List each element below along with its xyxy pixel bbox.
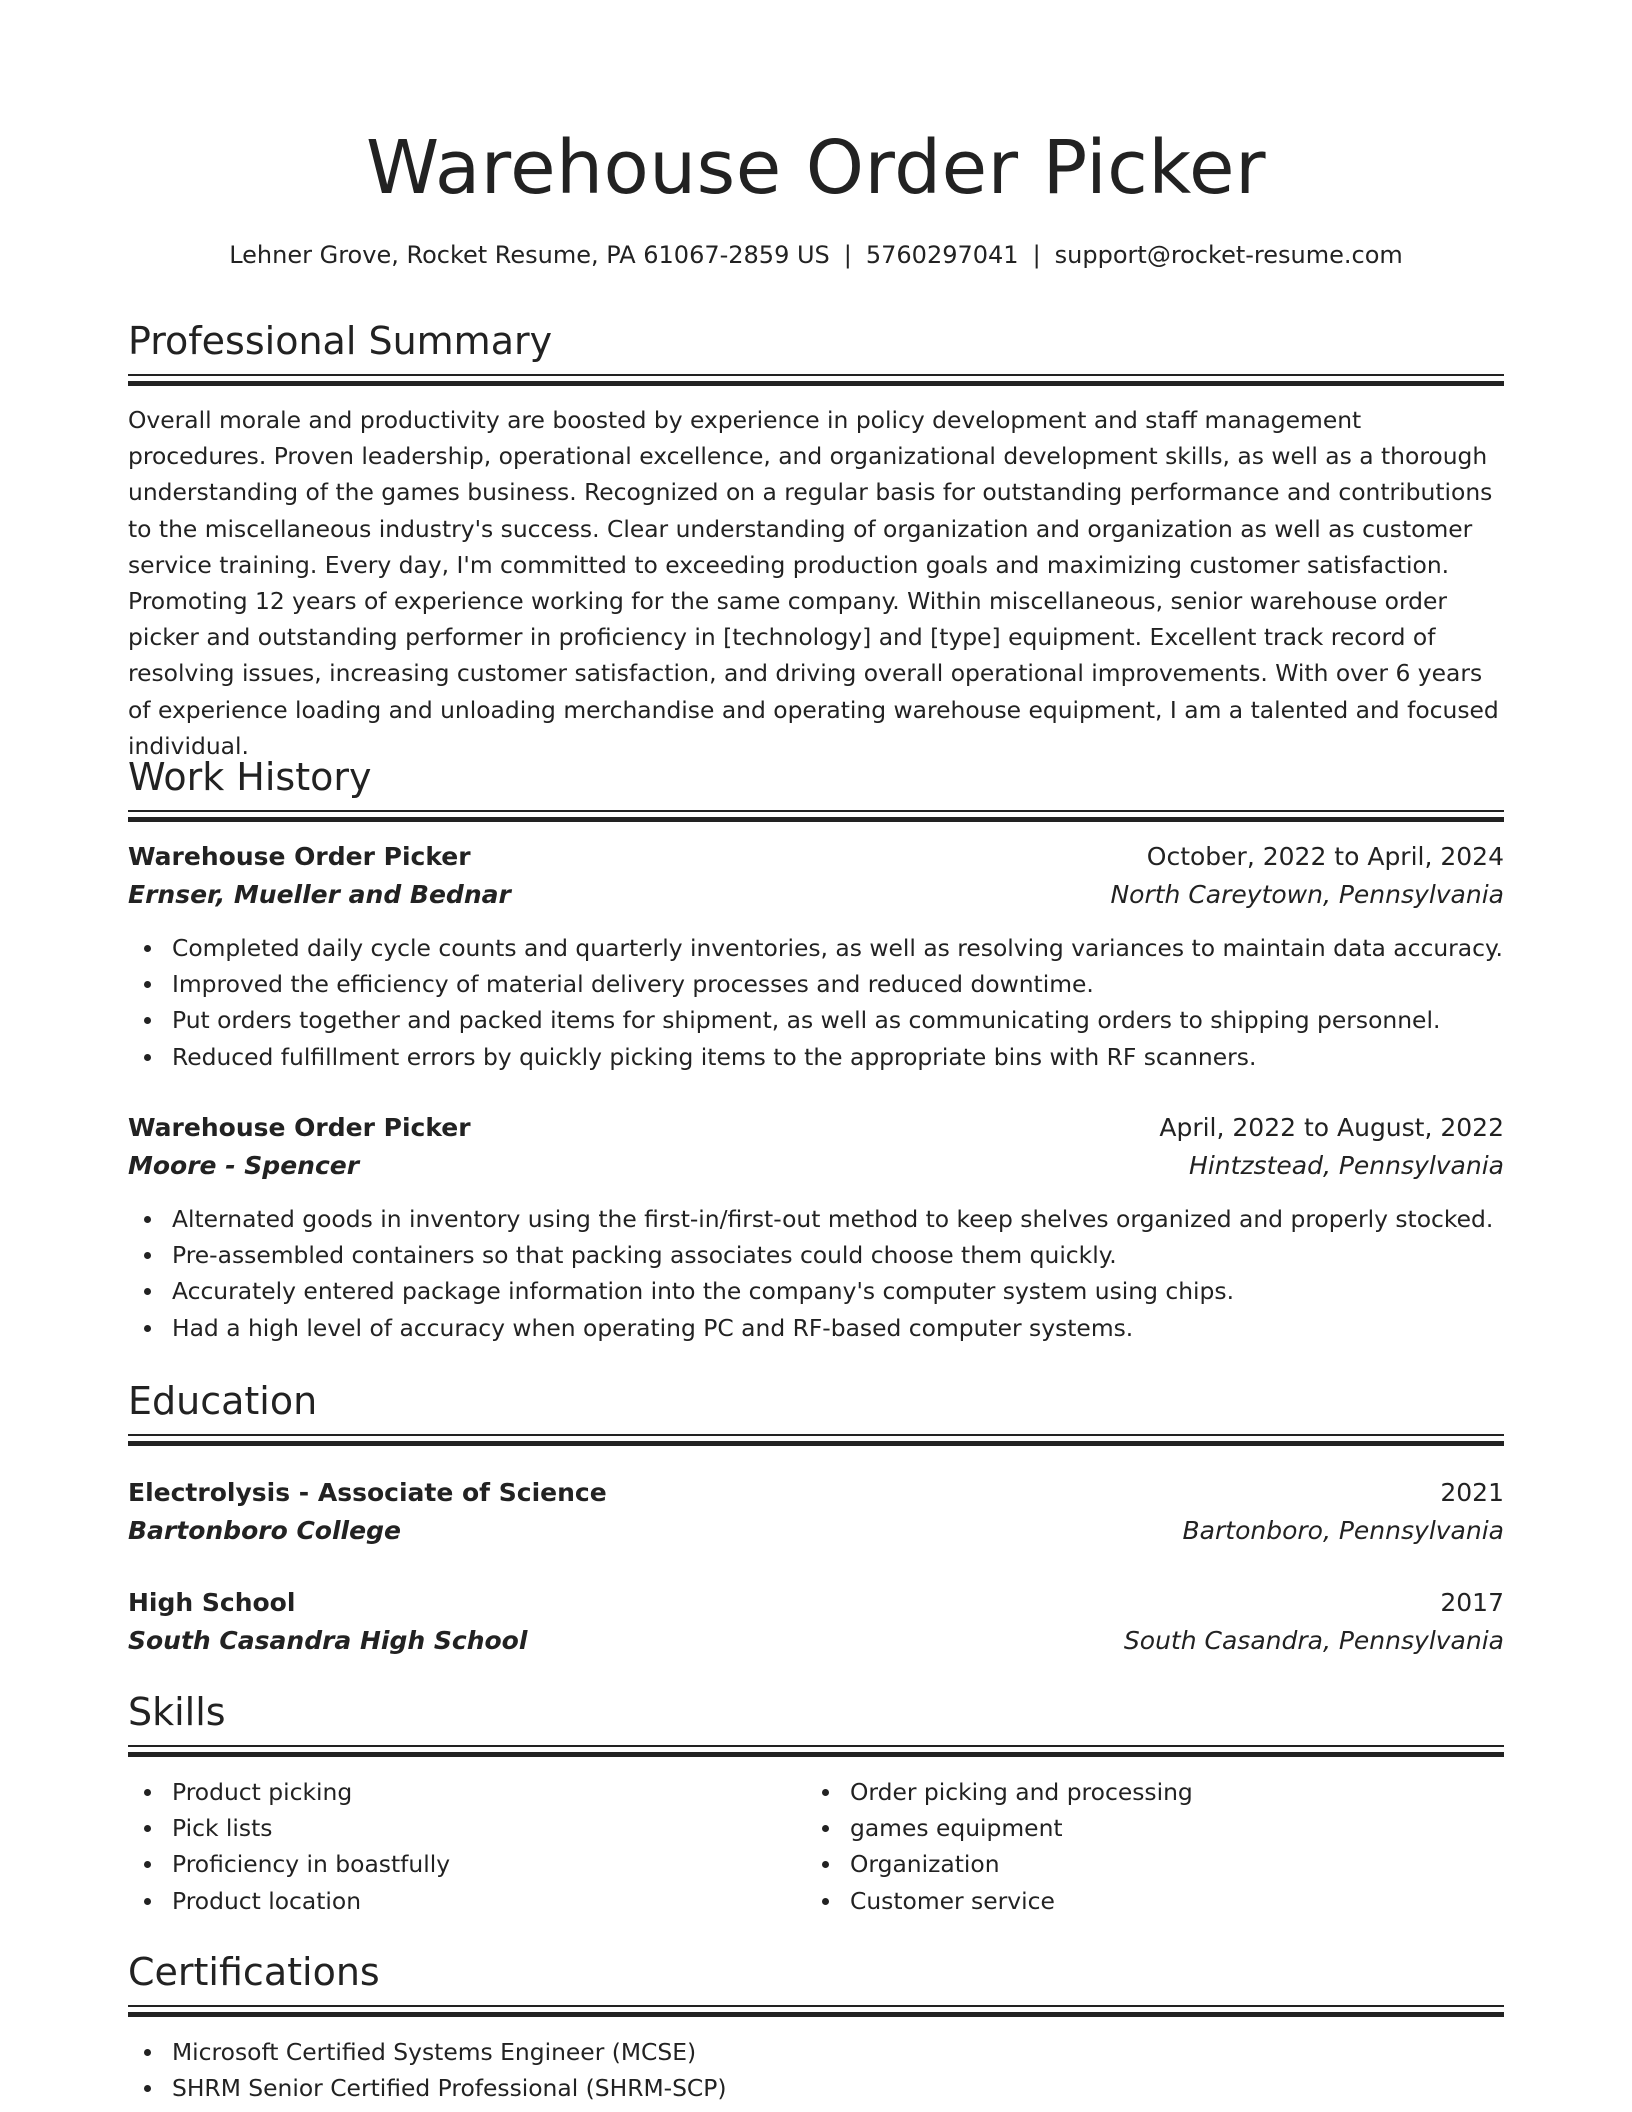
degree: High School [128,1588,296,1617]
job-company: Ernser, Mueller and Bednar [128,880,511,909]
contact-email[interactable]: support@rocket-resume.com [1054,241,1403,269]
section-rule-thin [128,2005,1504,2007]
contact-separator: | [1032,241,1041,269]
section-rule-thin [128,374,1504,376]
job-entry [128,1109,1504,1342]
list-item: Put orders together and packed items for shipment, as well as communicating orders to shipping personnel. [128,1002,1503,1038]
section-title-summary: Professional Summary [128,319,553,363]
contact-separator: | [843,241,852,269]
job-bullets [128,930,1503,1075]
section-rule-thin [128,1745,1504,1747]
school-name: South Casandra High School [128,1626,528,1655]
list-item: Product location [128,1883,450,1919]
contact-phone[interactable]: 5760297041 [865,241,1019,269]
job-title: Warehouse Order Picker [128,842,471,871]
degree: Electrolysis - Associate of Science [128,1478,607,1507]
list-item: Pre-assembled containers so that packing associates could choose them quickly. [128,1237,1493,1273]
list-item: Alternated goods in inventory using the first-in/first-out method to keep shelves organized and properly stocked. [128,1201,1493,1237]
list-item: Customer service [806,1883,1193,1919]
section-rule-thick [128,2012,1504,2017]
candidate-name: Warehouse Order Picker [365,125,1266,211]
section-title-education: Education [128,1379,318,1423]
section-rule-thick [128,1441,1504,1446]
education-year: 2021 [1440,1478,1504,1507]
section-title-skills: Skills [128,1690,226,1734]
job-entry [128,838,1504,1071]
section-rule-thick [128,381,1504,386]
contact-address: Lehner Grove, Rocket Resume, PA 61067-2859 US [229,241,830,269]
education-entry [128,1584,1504,1660]
section-title-work: Work History [128,755,372,799]
education-year: 2017 [1440,1588,1504,1617]
education-entry [128,1474,1504,1550]
school-location: South Casandra, Pennsylvania [1123,1626,1504,1655]
job-dates: October, 2022 to April, 2024 [1146,842,1504,871]
certifications-section-header [128,1947,1504,1997]
skills-section-header [128,1687,1504,1737]
list-item: Order picking and processing [806,1774,1193,1810]
list-item: Reduced fulfillment errors by quickly picking items to the appropriate bins with RF scanners. [128,1039,1503,1075]
school-name: Bartonboro College [128,1516,401,1545]
list-item: Microsoft Certified Systems Engineer (MCSE) [128,2034,727,2070]
list-item: Organization [806,1846,1193,1882]
list-item: Completed daily cycle counts and quarterly inventories, as well as resolving variances to maintain data accuracy. [128,930,1503,966]
list-item: Product picking [128,1774,450,1810]
list-item: Improved the efficiency of material delivery processes and reduced downtime. [128,966,1503,1002]
list-item: Proficiency in boastfully [128,1846,450,1882]
summary-section-header [128,316,1504,366]
work-section-header [128,752,1504,802]
job-bullets [128,1201,1493,1346]
school-location: Bartonboro, Pennsylvania [1182,1516,1504,1545]
section-rule-thin [128,810,1504,812]
job-title: Warehouse Order Picker [128,1113,471,1142]
education-section-header [128,1376,1504,1426]
certifications-list [128,2034,727,2106]
list-item: games equipment [806,1810,1193,1846]
section-rule-thin [128,1434,1504,1436]
job-location: North Careytown, Pennsylvania [1110,880,1504,909]
skills-list-left [128,1774,450,1919]
contact-line [128,237,1504,273]
section-rule-thick [128,1752,1504,1757]
section-rule-thick [128,817,1504,822]
section-title-certifications: Certifications [128,1950,380,1994]
list-item: Pick lists [128,1810,450,1846]
list-item: Had a high level of accuracy when operating PC and RF-based computer systems. [128,1310,1493,1346]
job-location: Hintzstead, Pennsylvania [1189,1151,1504,1180]
job-company: Moore - Spencer [128,1151,360,1180]
list-item: SHRM Senior Certified Professional (SHRM-SCP) [128,2070,727,2106]
job-dates: April, 2022 to August, 2022 [1159,1113,1504,1142]
skills-list-right [806,1774,1193,1919]
list-item: Accurately entered package information into the company's computer system using chips. [128,1273,1493,1309]
summary-text: Overall morale and productivity are boosted by experience in policy development and staff management procedures. Proven leadership, operational excellence, and organizational development skills, as well as a thorough understanding of the games business. Recognized on a regular basis for outstanding performance and contributions to the miscellaneous industry's success. Clear understanding of organization and organization as well as customer service training. Every day, I'm committed to exceeding production goals and maximizing customer satisfaction. Promoting 12 years of experience working for the same company. Within miscellaneous, senior warehouse order picker and outstanding performer in proficiency in [technology] and [type] equipment. Excellent track record of resolving issues, increasing customer satisfaction, and driving overall operational improvements. With over 6 years of experience loading and unloading merchandise and operating warehouse equipment, I am a talented and focused individual. [128,406,1499,760]
